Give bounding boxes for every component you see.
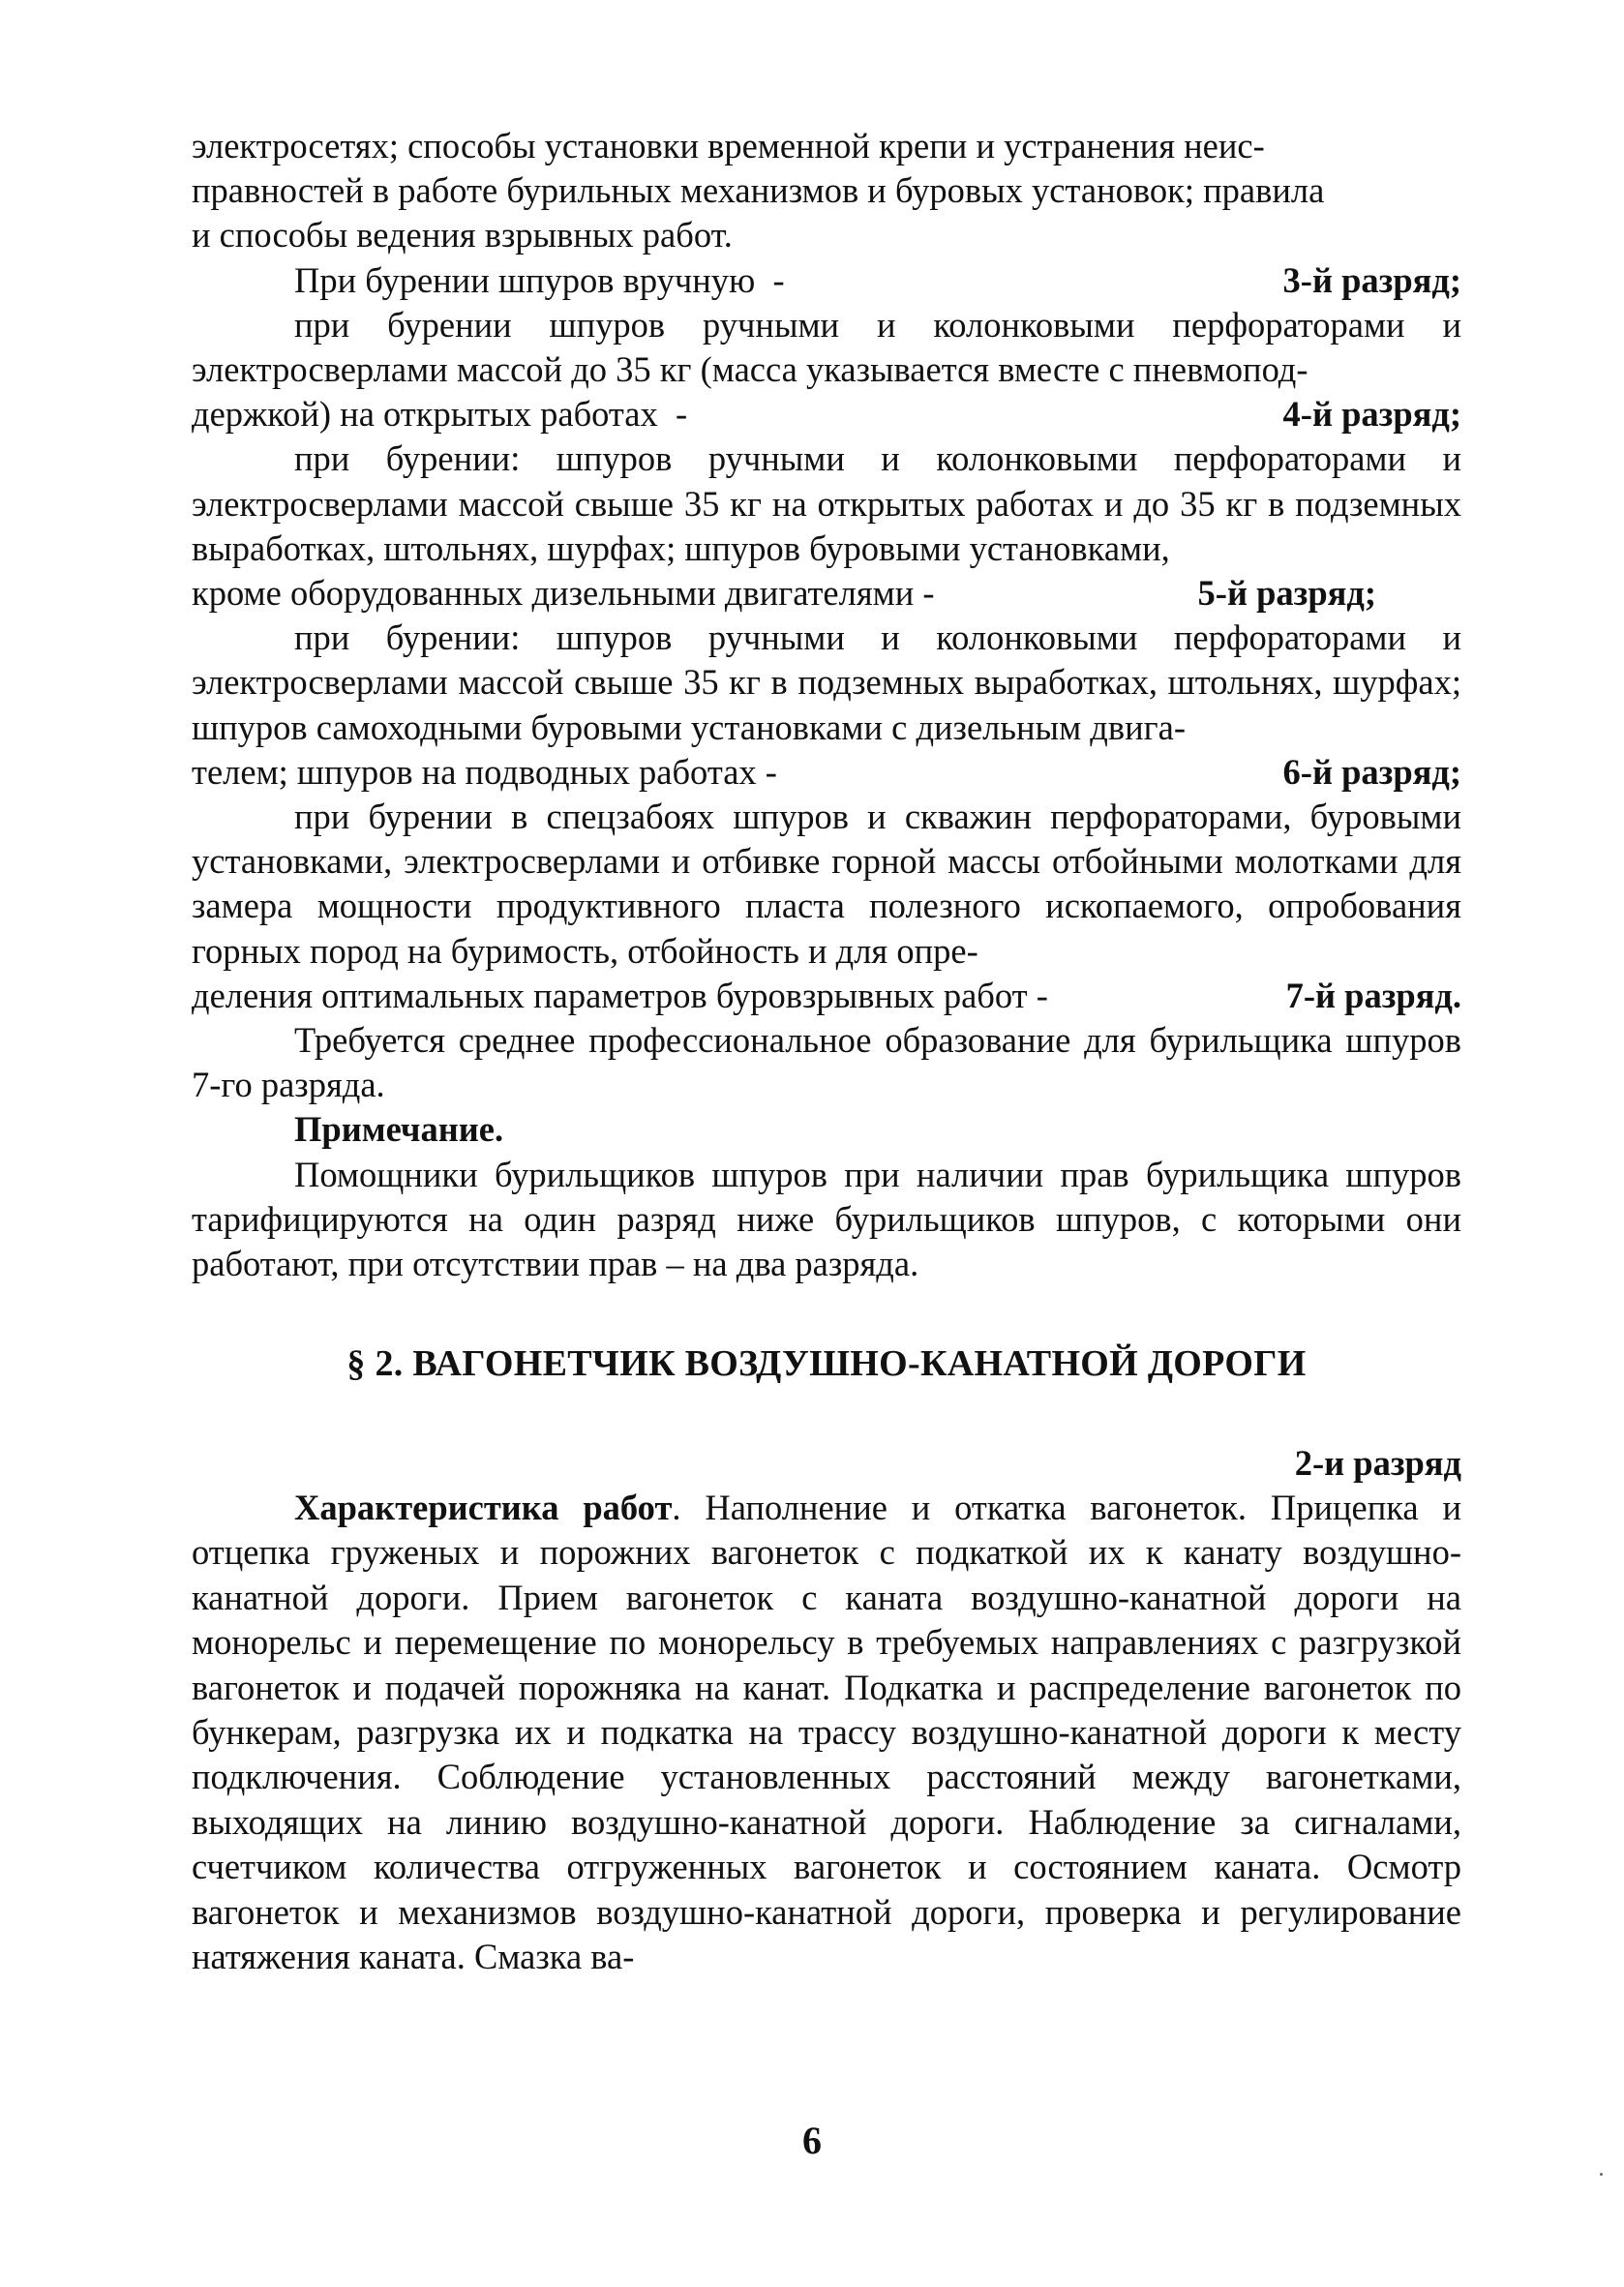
rank-3-label: 3-й разряд; [1282,259,1461,300]
characteristics-label: Характеристика работ [294,1488,673,1527]
rank-4-line [192,392,1461,436]
rank-4-label: 4-й разряд; [1282,394,1461,435]
rank-6-line [192,750,1461,795]
rank-4-text: при бурении шпуров ручными и колонковыми перфораторами и электросверлами массой до 35 кг (масса указывается вместе с пневмопод- [192,304,1461,390]
rank-6-label: 6-й разряд; [1282,751,1461,792]
rank-5-condition: кроме оборудованных дизельными двигателями - [192,573,935,614]
rank-5-label: 5-й разряд; [1197,573,1376,614]
rank-6-text: при бурении: шпуров ручными и колонковыми перфораторами и электросверлами массой свыше 35 кг в подземных выработках, штольнях, шурфах; шпуров самоходными буровыми установками с дизельным двига- [192,617,1461,747]
grade-label: 2-и разряд [1294,1443,1461,1483]
rank-7-text: при бурении в спецзабоях шпуров и скважин перфораторами, буровыми установками, электросверлами и отбивке горной массы отбойными молотками для замера мощности продуктивного пласта полезного ископаемого, опробования горных пород на буримость, отбойность и для опре- [192,797,1461,971]
rank-5-text: при бурении: шпуров ручными и колонковыми перфораторами и электросверлами массой свыше 35 кг на открытых работах и до 35 кг в подземных выработках, штольнях, шурфах; шпуров буровыми установками, [192,438,1461,568]
rank-3-line [192,258,1461,303]
note-text: Помощники бурильщиков шпуров при наличии прав бурильщика шпуров тарифицируются на один разряд ниже бурильщиков шпуров, с которыми они работают, при отсутствии прав – на два разряда. [192,1154,1461,1284]
rank-6-condition: телем; шпуров на подводных работах - [192,751,777,792]
rank-7-label: 7-й разряд. [1285,975,1461,1015]
rank-5-line [192,571,1461,616]
requirements-text [192,124,1461,1286]
characteristics-body: . Наполнение и откатка вагонеток. Прицепка и отцепка груженых и порожних вагонеток с подкаткой их к канату воздушно-канатной дороги. Прием вагонеток с каната воздушно-канатной дороги на монорельс и перемещение по монорельсу в требуемых направлениях с разгрузкой вагонеток и подачей порожняка на канат. Подкатка и распределение вагонеток по бункерам, разгрузка их и подкатка на трассу воздушно-канатной дороги к месту подключения. Соблюдение установленных расстояний между вагонетками, выходящих на линию воздушно-канатной дороги. Наблюдение за сигналами, счетчиком количества отгруженных вагонеток и состоянием каната. Осмотр вагонеток и механизмов воздушно-канатной дороги, проверка и регулирование натяжения каната. Смазка ва- [192,1488,1461,1977]
rank-7-condition: деления оптимальных параметров буровзрывных работ - [192,975,1048,1015]
section-title: § 2. ВАГОНЕТЧИК ВОЗДУШНО-КАНАТНОЙ ДОРОГИ [346,1343,1307,1384]
characteristics-paragraph [192,1486,1461,1979]
note-heading: Примечание. [294,1109,504,1150]
education-requirement: Требуется среднее профессиональное образование для бурильщика шпуров 7-го разряда. [192,1020,1461,1105]
characteristics-text [192,1486,1461,1979]
rank-7-line [192,974,1461,1018]
rank-3-condition: При бурении шпуров вручную - [294,259,785,300]
page-number: 6 [802,2119,822,2162]
rank-4-condition: держкой) на открытых работах - [192,394,688,435]
scan-speck [1600,2173,1603,2176]
text-line: электросетях; способы установки временной крепи и устранения неис- [192,126,1265,166]
paragraph-continuation [192,124,1461,258]
text-line: правностей в работе бурильных механизмов и буровых установок; правила [192,170,1325,211]
text-line: и способы ведения взрывных работ. [192,215,733,256]
